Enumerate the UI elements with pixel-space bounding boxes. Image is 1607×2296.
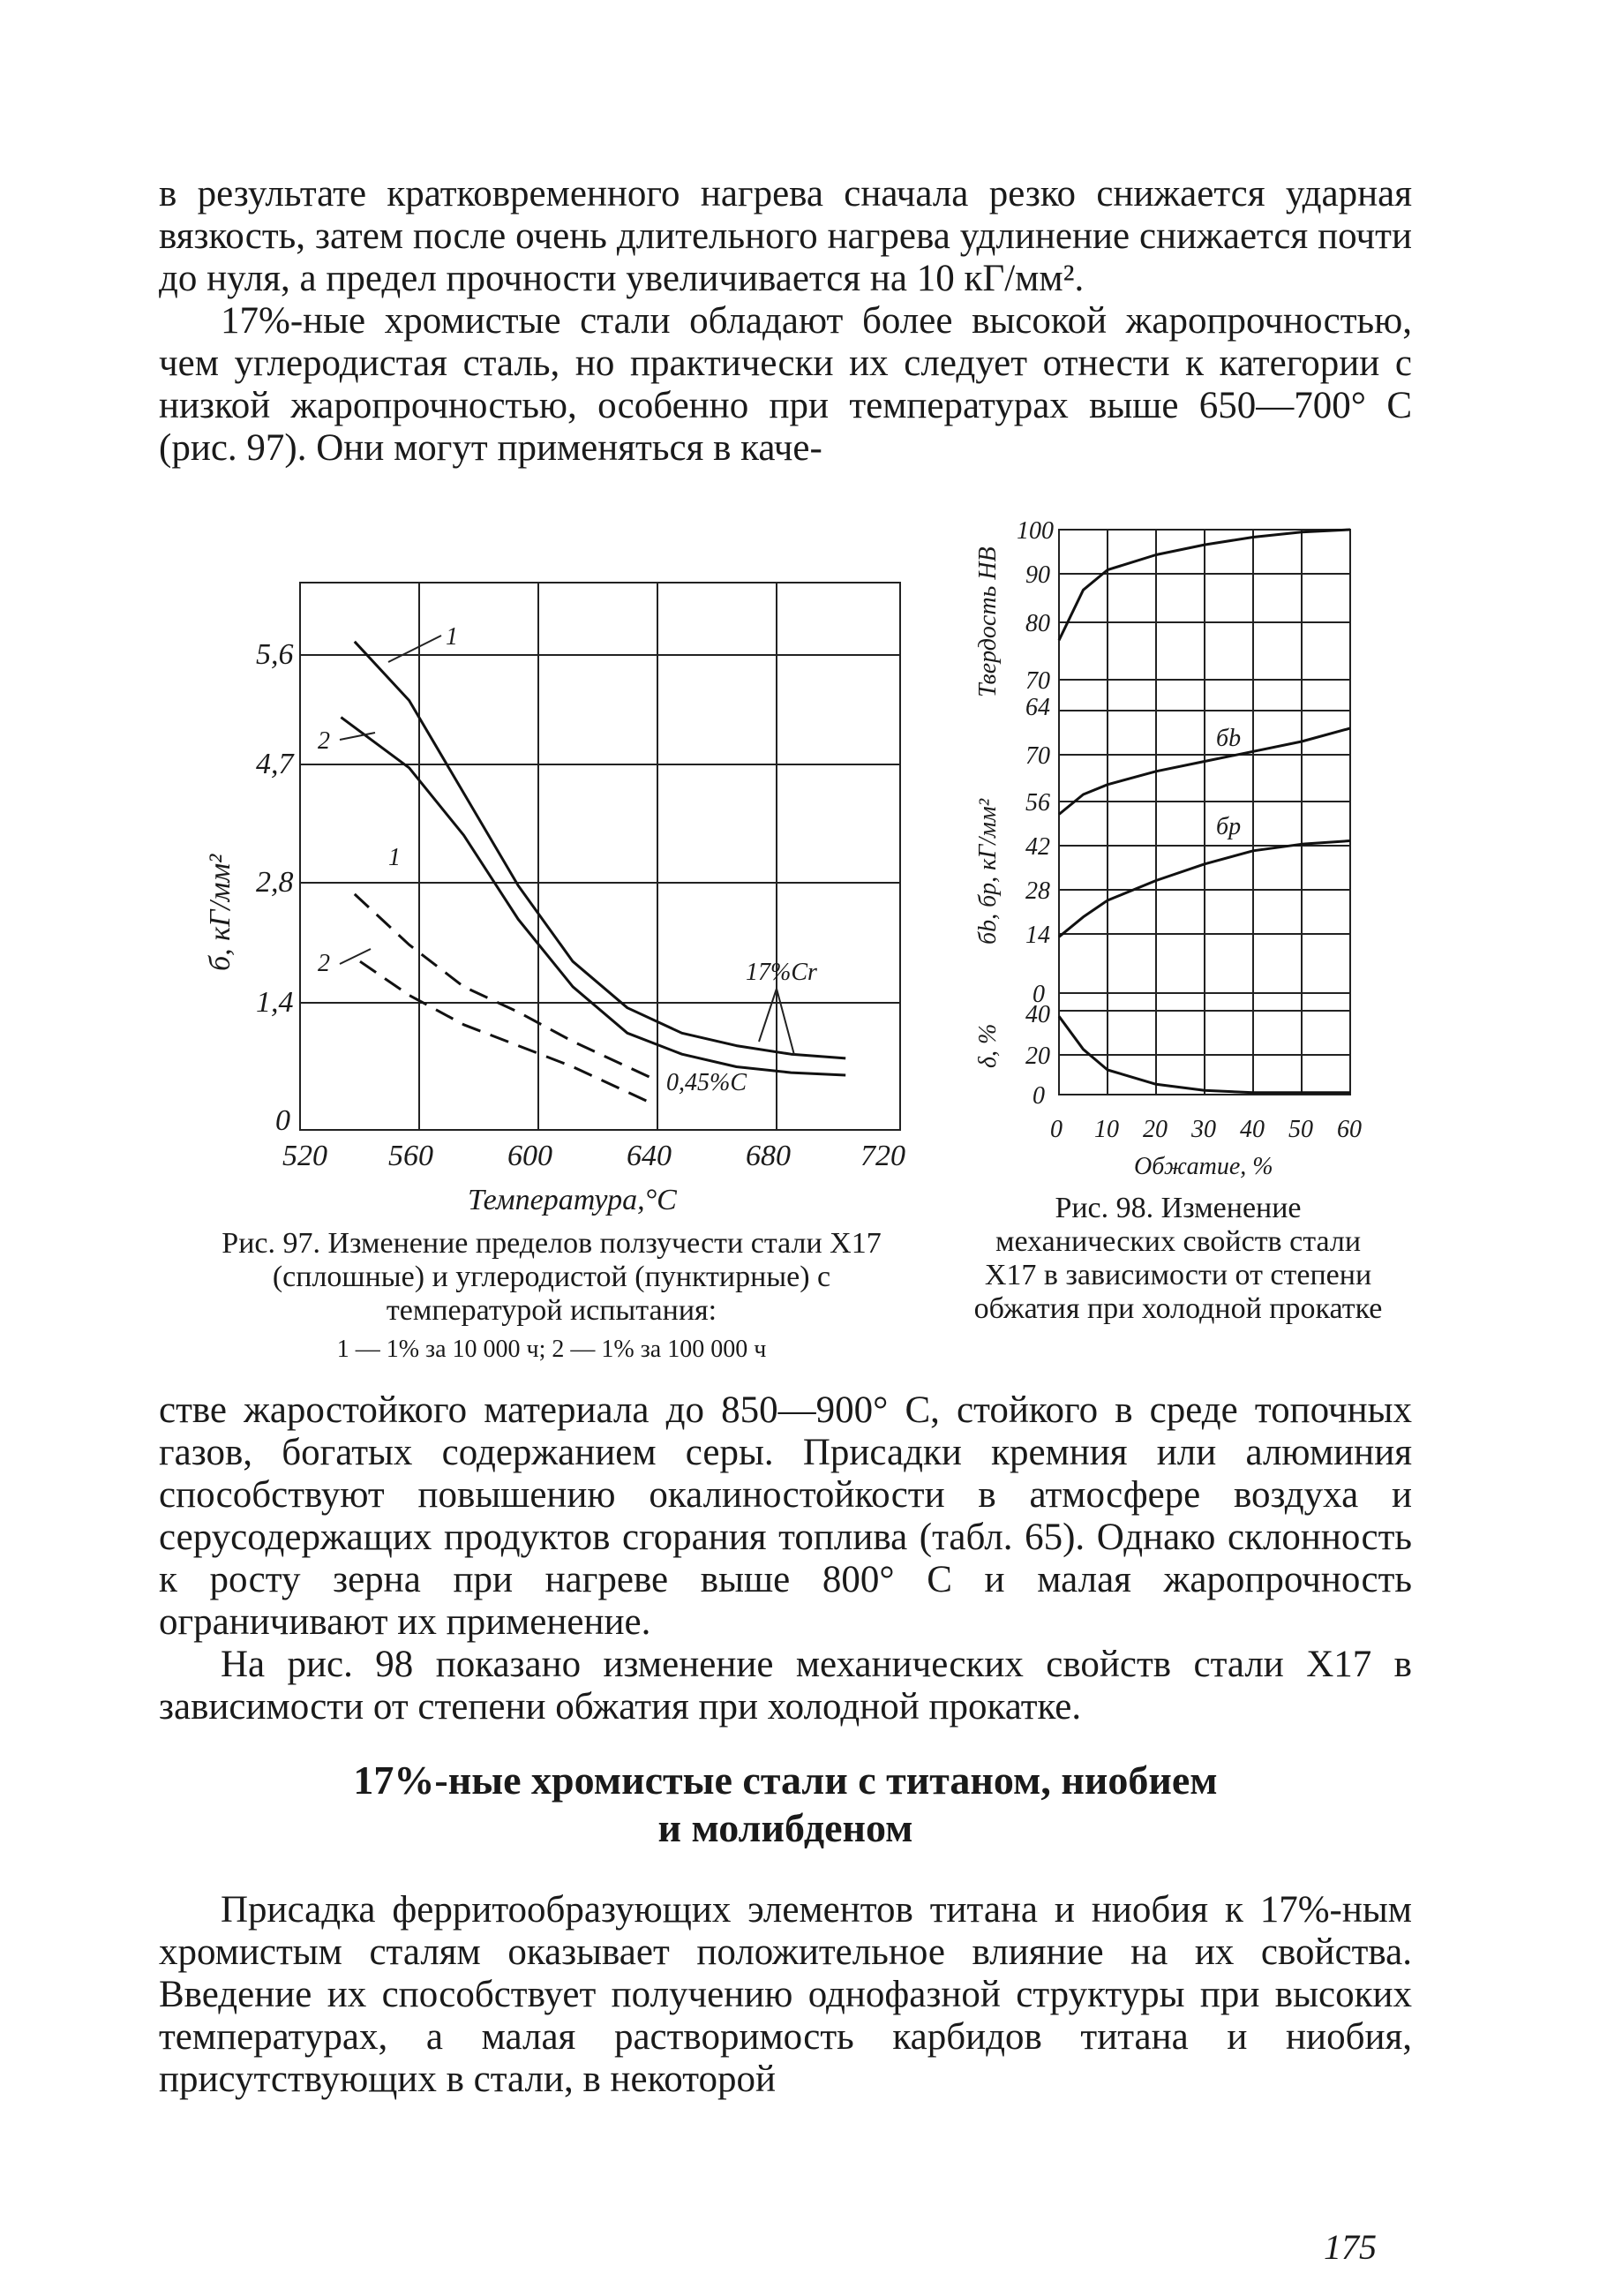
fig97-ytick: 2,8 <box>256 866 294 899</box>
fig97-xtick: 680 <box>746 1140 791 1172</box>
bottom-text <box>159 1889 1412 2101</box>
fig98-sigma-label: бb, бр, кГ/мм² <box>974 798 1002 945</box>
fig97-series-line-3 <box>355 894 655 1080</box>
fig98-hb-tick: 70 <box>1025 667 1050 695</box>
fig98-caption-text: Рис. 98. Изменение механических свойств стали Х17 в зависимости от степени обжатия при холодной прокатке <box>973 1192 1383 1325</box>
figure-97 <box>194 547 918 1218</box>
fig98-hb-tick: 64 <box>1025 694 1050 721</box>
paragraph-3: стве жаростойкого материала до 850—900° С, стойкого в среде топочных газов, богатых содержанием серы. Присадки кремния или алюминия способствуют повышению окалиностойкости в атмосфере воздуха и серусодержащих продуктов сгорания топлива (табл. 65). Однако склонность к росту зерна при нагреве выше 800° С и малая жаропрочность ограничивают их применение. <box>159 1389 1412 1643</box>
paragraph-5: Присадка ферритообразующих элементов титана и ниобия к 17%-ным хромистым сталям оказывает положительное влияние на их свойства. Введение их способствует получению однофазной структуры при высоких температурах, а малая растворимость карбидов титана и ниобия, присутствующих в стали, в некоторой <box>159 1889 1412 2100</box>
fig97-caption-text: Рис. 97. Изменение пределов ползучести стали Х17 (сплошные) и углеродистой (пунктирные) с температурой испытания: <box>222 1227 882 1327</box>
fig97-curve-label: 2 <box>318 727 330 755</box>
fig97-ytick: 1,4 <box>256 986 294 1019</box>
fig98-xtick: 10 <box>1094 1116 1119 1143</box>
paragraph-1: в результате кратковременного нагрева сначала резко снижается ударная вязкость, затем после очень длительного нагрева удлинение снижается почти до нуля, а предел прочности увеличивается на 10 кГ/мм². <box>159 173 1412 299</box>
fig98-hb-label: Твердость НВ <box>974 546 1002 697</box>
section-heading <box>159 1757 1412 1852</box>
fig97-legend-text: 1 — 1% за 10 000 ч; 2 — 1% за 100 000 ч <box>336 1336 767 1363</box>
fig97-xtick: 640 <box>627 1140 672 1172</box>
fig97-curve-label: 2 <box>318 950 330 977</box>
paragraph-2: 17%-ные хромистые стали обладают более высокой жаропрочностью, чем углеродистая сталь, но практически их следует отнести к категории с низкой жаропрочностью, особенно при температурах выше 650—700° С (рис. 97). Они могут применяться в каче- <box>159 300 1412 469</box>
fig98-delta-label: δ, % <box>974 1023 1002 1068</box>
fig97-xtick: 560 <box>388 1140 433 1172</box>
figure-98-chart <box>962 517 1385 1192</box>
fig98-delta-tick: 0 <box>1033 1082 1045 1110</box>
page-number: 175 <box>1324 2227 1377 2267</box>
fig97-series <box>341 642 845 1105</box>
fig98-xtick: 20 <box>1143 1116 1168 1143</box>
fig98-xtick: 0 <box>1050 1116 1063 1143</box>
section-heading-line-1: 17%-ные хромистые стали с титаном, ниобием <box>353 1758 1218 1803</box>
fig97-ytick: 0 <box>275 1104 290 1137</box>
fig98-hb-tick: 100 <box>1017 517 1054 545</box>
fig97-xlabel: Температура,°С <box>468 1184 677 1216</box>
fig98-xtick: 40 <box>1240 1116 1265 1143</box>
fig98-sigma-tick: 0 <box>1033 981 1045 1008</box>
fig97-curve-label: 1 <box>446 623 458 651</box>
section-heading-line-2: и молибденом <box>657 1805 913 1850</box>
fig98-sigma-tick: 42 <box>1025 833 1050 861</box>
fig98-sigma-tick: 70 <box>1025 742 1050 770</box>
figure-97-chart <box>194 547 918 1218</box>
fig98-sigma-tick: 28 <box>1025 877 1050 905</box>
fig98-sigma-tick: 14 <box>1025 922 1050 949</box>
fig98-delta-tick: 40 <box>1025 1001 1050 1028</box>
middle-text <box>159 1389 1412 1728</box>
fig98-sigma-tick: 56 <box>1025 789 1050 817</box>
fig97-label-c: 0,45%С <box>666 1069 747 1096</box>
fig97-series-line-1 <box>355 642 845 1058</box>
fig98-xlabel: Обжатие, % <box>1134 1153 1273 1180</box>
fig97-series-line-4 <box>360 961 655 1104</box>
fig97-curve-label: 1 <box>388 844 401 871</box>
fig98-delta-tick: 20 <box>1025 1043 1050 1070</box>
fig98-sp-label: бр <box>1216 813 1242 840</box>
fig98-hb-tick: 80 <box>1025 610 1050 637</box>
fig98-xtick: 30 <box>1191 1116 1216 1143</box>
figure-98 <box>962 517 1385 1192</box>
figure-97-caption <box>203 1227 900 1366</box>
paragraph-4: На рис. 98 показано изменение механических свойств стали Х17 в зависимости от степени обжатия при холодной прокатке. <box>159 1644 1412 1728</box>
fig98-sb-label: бb <box>1216 725 1242 752</box>
fig97-ytick: 5,6 <box>256 638 294 671</box>
fig98-xtick: 50 <box>1288 1116 1313 1143</box>
figure-98-caption <box>971 1192 1385 1326</box>
fig98-xtick: 60 <box>1337 1116 1362 1143</box>
fig98-hb-tick: 90 <box>1025 561 1050 589</box>
fig97-series-line-2 <box>341 718 845 1075</box>
fig98-grid <box>1059 530 1350 1095</box>
fig97-ytick: 4,7 <box>256 748 294 780</box>
fig97-xtick: 720 <box>860 1140 905 1172</box>
fig97-xtick: 520 <box>282 1140 327 1172</box>
fig97-xtick: 600 <box>507 1140 552 1172</box>
fig97-ylabel: б, кГ/мм² <box>204 854 237 971</box>
top-text <box>159 173 1412 470</box>
fig97-label-cr: 17%Cr <box>746 959 817 986</box>
